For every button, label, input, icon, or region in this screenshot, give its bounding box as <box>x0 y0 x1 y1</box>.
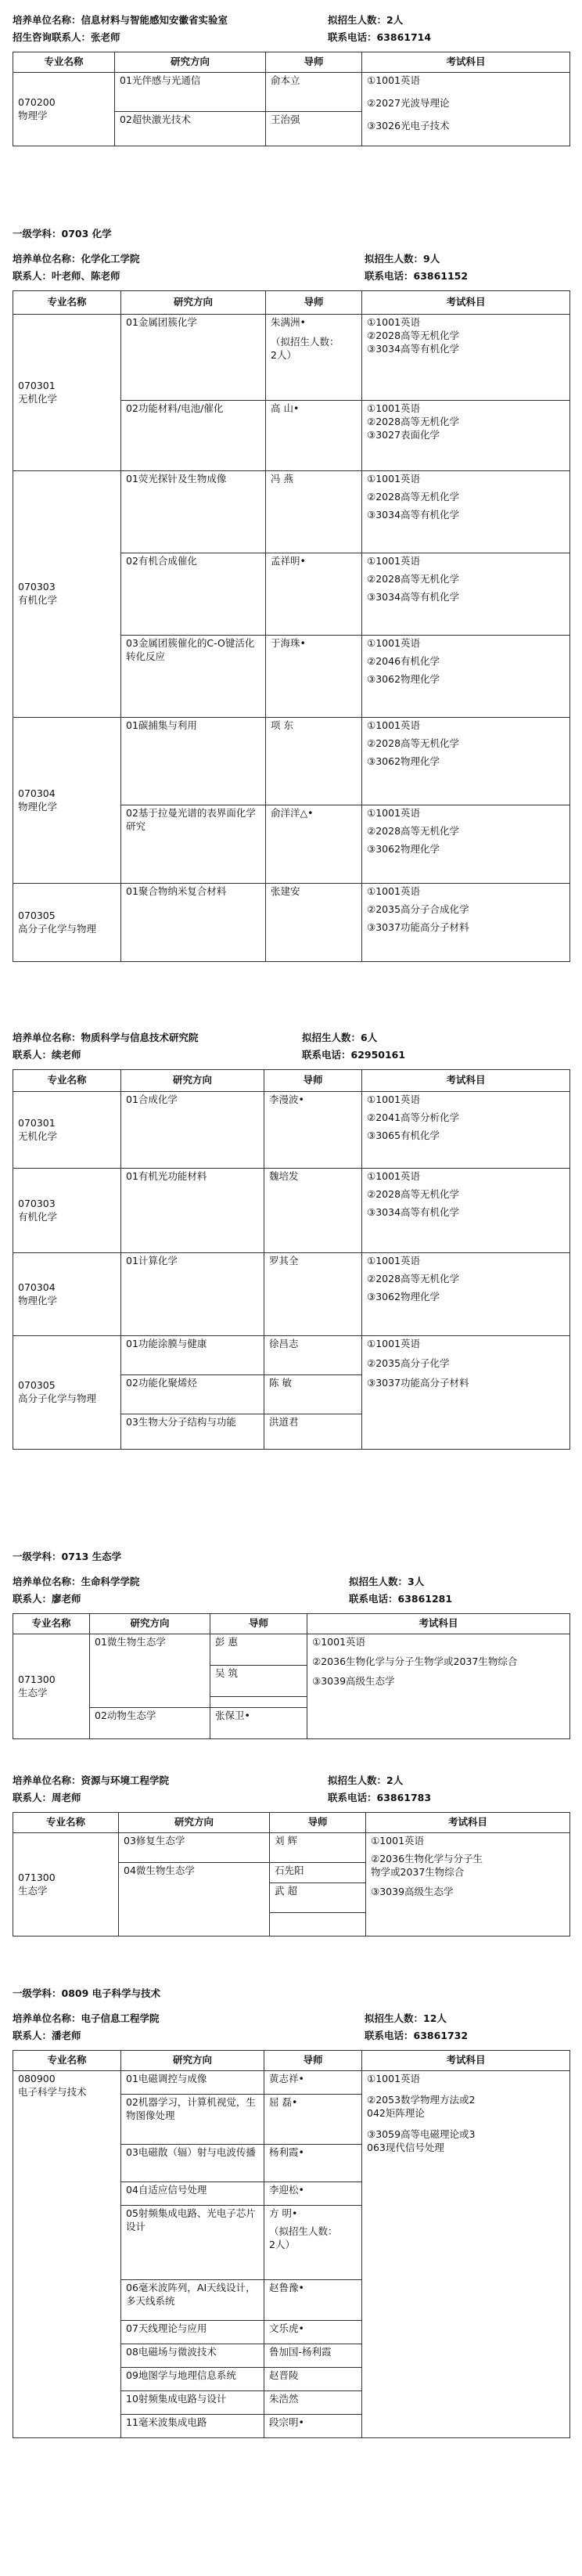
cell-line: ③3039高级生态学 <box>312 1674 395 1687</box>
table-cell: 石先阳 <box>270 1863 366 1883</box>
cell-line: ③3027表面化学 <box>367 428 440 441</box>
cell-line: 070301 <box>18 1116 56 1129</box>
phone: 联系电话：63861783 <box>328 1792 432 1803</box>
cell-line: 070304 <box>18 1281 56 1293</box>
table-cell: 01有机光功能材料 <box>121 1169 264 1253</box>
quota: 拟招生人数：2人 <box>328 14 404 26</box>
col-direction: 研究方向 <box>115 52 266 73</box>
unit-name: 培养单位名称：电子信息工程学院 <box>13 2012 160 2024</box>
table-cell: 俞洋洋△• <box>266 805 362 884</box>
table-cell: 朱浩然 <box>264 2391 362 2415</box>
exam-cell <box>362 73 570 146</box>
table-cell: 陈 敏 <box>264 1375 362 1414</box>
unit-name: 培养单位名称：化学化工学院 <box>13 253 140 265</box>
table-cell: 11毫米波集成电路 <box>121 2415 264 2438</box>
table-cell <box>366 1833 570 1937</box>
table-cell: 杨利霞• <box>264 2145 362 2182</box>
cell-line: ③3034高等有机化学 <box>367 342 460 355</box>
cell-line: ①1001英语 <box>367 807 421 819</box>
cell-line: 080900 <box>18 2073 56 2084</box>
table-cell <box>362 636 570 718</box>
table-cell <box>266 315 362 401</box>
table-cell <box>362 884 570 962</box>
table-cell: 08电磁场与微波技术 <box>121 2344 264 2368</box>
table-cell: 赵鲁豫• <box>264 2280 362 2321</box>
program-table <box>13 2050 570 2438</box>
table-cell: 02功能材料/电池/催化 <box>121 401 266 471</box>
table-cell: 张建安 <box>266 884 362 962</box>
column-header: 研究方向 <box>121 1070 264 1092</box>
cell-line: 物理化学 <box>18 1294 58 1306</box>
column-header: 考试科目 <box>362 1070 570 1092</box>
table-cell: 李迎松• <box>264 2182 362 2206</box>
table-cell: 03修复生态学 <box>119 1833 270 1863</box>
cell-line: 070303 <box>18 581 56 593</box>
column-header: 导师 <box>266 291 362 315</box>
table-row <box>13 718 570 805</box>
table-cell: 冯 燕 <box>266 471 362 553</box>
contact: 联系人：周老师 <box>13 1792 81 1803</box>
cell-line: 朱满洲• <box>271 316 306 328</box>
table-cell: 01计算化学 <box>121 1253 264 1336</box>
cell-line: ①1001英语 <box>367 1170 421 1182</box>
section-5 <box>0 1767 582 1987</box>
cell-line: 070301 <box>18 379 56 391</box>
table-cell: 鲁加国-杨利霞 <box>264 2344 362 2368</box>
cell-line: 2人） <box>269 2238 295 2250</box>
cell-line: 2人） <box>271 348 296 361</box>
table-cell: 04自适应信号处理 <box>121 2182 264 2206</box>
cell-line: 生态学 <box>18 1884 48 1897</box>
column-header: 专业名称 <box>13 2051 121 2071</box>
table-cell: 02基于拉曼光谱的表界面化学研究 <box>121 805 266 884</box>
table-cell: 赵晋陵 <box>264 2368 362 2391</box>
cell-line: ②2027光波导理论 <box>367 96 450 109</box>
column-header: 专业名称 <box>13 1813 119 1833</box>
table-cell: 孟祥明• <box>266 553 362 636</box>
direction-cell: 02超快激光技术 <box>115 112 266 146</box>
table-cell <box>362 401 570 471</box>
unit-name: 培养单位名称：信息材料与智能感知安徽省实验室 <box>13 14 228 26</box>
cell-line: ②2053数学物理方法或2 <box>367 2093 476 2106</box>
cell-line: 方 明• <box>269 2207 298 2219</box>
table-cell <box>264 2206 362 2280</box>
contact: 联系人：潘老师 <box>13 2030 81 2041</box>
column-header: 考试科目 <box>307 1614 570 1634</box>
cell-line: ③3062物理化学 <box>367 842 440 855</box>
quota: 拟招生人数：9人 <box>365 253 440 265</box>
section-4 <box>0 1533 582 1767</box>
table-cell: 洪道君 <box>264 1414 362 1450</box>
col-major: 专业名称 <box>13 52 115 73</box>
table-row <box>13 471 570 553</box>
table-cell: 罗其全 <box>264 1253 362 1336</box>
discipline-title: 一级学科：0809 电子科学与技术 <box>13 1987 161 1999</box>
table-cell <box>13 1169 121 1253</box>
major-cell <box>13 73 115 146</box>
cell-line: （拟招生人数： <box>269 2225 338 2237</box>
phone: 联系电话：63861714 <box>328 31 432 43</box>
table-cell <box>362 718 570 805</box>
phone: 联系电话：63861152 <box>365 270 469 282</box>
table-cell <box>13 2071 121 2438</box>
table-row <box>13 1070 570 1092</box>
table-cell <box>13 1336 121 1450</box>
cell-line: 071300 <box>18 1871 56 1883</box>
cell-line: ①1001英语 <box>371 1835 425 1846</box>
cell-line: ①1001英语 <box>367 637 421 649</box>
table-cell <box>13 1092 121 1169</box>
table-row <box>13 73 570 112</box>
table-cell: 项 东 <box>266 718 362 805</box>
table-row <box>13 315 570 401</box>
cell-line: ①1001英语 <box>367 719 421 731</box>
cell-line: ①1001英语 <box>367 2073 421 2084</box>
table-cell: 09地图学与地理信息系统 <box>121 2368 264 2391</box>
table-cell <box>362 315 570 401</box>
cell-line: ③3034高等有机化学 <box>367 590 460 603</box>
cell-line: 070304 <box>18 787 56 799</box>
cell-line: 电子科学与技术 <box>18 2085 87 2098</box>
cell-line: ③3034高等有机化学 <box>367 1205 460 1218</box>
table-cell: 01功能涂膜与健康 <box>121 1336 264 1375</box>
table-cell <box>270 1913 366 1937</box>
table-row <box>13 1833 570 1863</box>
table-cell <box>362 553 570 636</box>
cell-line: ②2028高等无机化学 <box>367 415 460 427</box>
table-cell <box>13 718 121 884</box>
cell-line: 070303 <box>18 1197 56 1209</box>
cell-line: 物理学 <box>18 109 48 121</box>
table-cell: 03电磁散（辐）射与电波传播 <box>121 2145 264 2182</box>
table-cell: 06毫米波阵列，AI天线设计，多天线系统 <box>121 2280 264 2321</box>
cell-line: 高分子化学与物理 <box>18 1392 97 1404</box>
table-cell: 02动物生态学 <box>90 1708 210 1739</box>
column-header: 考试科目 <box>362 2051 570 2071</box>
column-header: 研究方向 <box>90 1614 210 1634</box>
table-cell <box>13 1634 90 1739</box>
cell-line: ③3065有机化学 <box>367 1129 440 1141</box>
cell-line: 物理化学 <box>18 800 58 812</box>
table-cell: 武 超 <box>270 1883 366 1913</box>
unit-name: 培养单位名称：资源与环境工程学院 <box>13 1774 170 1786</box>
table-cell: 10射频集成电路与设计 <box>121 2391 264 2415</box>
column-header: 研究方向 <box>121 2051 264 2071</box>
cell-line: ②2028高等无机化学 <box>367 572 460 585</box>
program-table <box>13 290 570 962</box>
cell-line: 高分子化学与物理 <box>18 922 97 935</box>
table-cell <box>210 1697 307 1708</box>
table-cell: 张保卫• <box>210 1708 307 1739</box>
table-cell: 01碳捕集与利用 <box>121 718 266 805</box>
program-table <box>13 1812 570 1937</box>
cell-line: ①1001英语 <box>367 316 421 328</box>
table-cell: 02功能化聚烯烃 <box>121 1375 264 1414</box>
table-cell <box>13 471 121 718</box>
table-row <box>13 1634 570 1666</box>
table-cell: 04微生物生态学 <box>119 1863 270 1937</box>
column-header: 专业名称 <box>13 1614 90 1634</box>
table-cell: 03生物大分子结构与功能 <box>121 1414 264 1450</box>
cell-line: ①1001英语 <box>367 74 421 86</box>
table-cell <box>307 1634 570 1739</box>
column-header: 研究方向 <box>121 291 266 315</box>
table-cell <box>362 1092 570 1169</box>
cell-line: ③3062物理化学 <box>367 755 440 767</box>
cell-line: ③3062物理化学 <box>367 1290 440 1302</box>
quota: 拟招生人数：3人 <box>349 1576 425 1587</box>
contact: 联系人：续老师 <box>13 1049 81 1061</box>
cell-line: ①1001英语 <box>367 555 421 567</box>
table-cell: 05射频集成电路、光电子芯片设计 <box>121 2206 264 2280</box>
table-cell: 段宗明• <box>264 2415 362 2438</box>
column-header: 导师 <box>270 1813 366 1833</box>
table-cell <box>13 1833 119 1937</box>
cell-line: ②2028高等无机化学 <box>367 1272 460 1284</box>
table-row <box>13 2051 570 2071</box>
table-row <box>13 1336 570 1375</box>
cell-line: ③3026光电子技术 <box>367 119 450 132</box>
table-cell <box>362 471 570 553</box>
cell-line: ②2028高等无机化学 <box>367 490 460 503</box>
section-3 <box>0 1007 582 1533</box>
table-cell: 01金属团簇化学 <box>121 315 266 401</box>
cell-line: ②2036生物化学与分子生 <box>371 1852 483 1864</box>
table-cell: 刘 辉 <box>270 1833 366 1863</box>
section-contact-row <box>13 31 569 49</box>
cell-line: ①1001英语 <box>367 1093 421 1105</box>
table-cell: 屈 磊• <box>264 2095 362 2145</box>
cell-line: ②2035高分子合成化学 <box>367 903 469 915</box>
column-header: 导师 <box>210 1614 307 1634</box>
section-header <box>13 14 569 31</box>
contact: 联系人：叶老师、陈老师 <box>13 270 120 282</box>
quota: 拟招生人数：6人 <box>302 1032 378 1043</box>
program-table <box>13 1069 570 1450</box>
cell-line: ①1001英语 <box>367 1255 421 1266</box>
table-row <box>13 884 570 962</box>
table-cell: 于海珠• <box>266 636 362 718</box>
cell-line: ②2028高等无机化学 <box>367 329 460 341</box>
contact: 联系人：廖老师 <box>13 1593 81 1605</box>
cell-line: ①1001英语 <box>367 473 421 485</box>
table-cell: 07天线理论与应用 <box>121 2321 264 2344</box>
table-cell: 01荧光探针及生物成像 <box>121 471 266 553</box>
table-cell: 文乐虎• <box>264 2321 362 2344</box>
table-row <box>13 52 570 73</box>
table-cell: 01微生物生态学 <box>90 1634 210 1708</box>
table-cell: 01电磁调控与成像 <box>121 2071 264 2095</box>
column-header: 导师 <box>264 2051 362 2071</box>
table-cell: 魏培发 <box>264 1169 362 1253</box>
cell-line: ③3059高等电磁理论或3 <box>367 2127 476 2140</box>
table-cell: 彭 惠 <box>210 1634 307 1666</box>
cell-line: ②2046有机化学 <box>367 654 440 667</box>
phone: 联系电话：63861732 <box>365 2030 469 2041</box>
cell-line: ①1001英语 <box>367 402 421 414</box>
table-row <box>13 1253 570 1336</box>
table-row <box>13 1813 570 1833</box>
table-cell <box>362 1169 570 1253</box>
cell-line: 070200 <box>18 95 56 108</box>
section-6 <box>0 1987 582 2438</box>
table-cell: 02机器学习，计算机视觉，生物图像处理 <box>121 2095 264 2145</box>
discipline-title: 一级学科：0703 化学 <box>13 228 112 240</box>
cell-line: 063现代信号处理 <box>367 2141 444 2153</box>
cell-line: ③3037功能高分子材料 <box>367 1376 469 1389</box>
cell-line: ②2028高等无机化学 <box>367 824 460 837</box>
cell-line: （拟招生人数： <box>271 335 340 348</box>
cell-line: 071300 <box>18 1673 56 1685</box>
unit-name: 培养单位名称：生命科学学院 <box>13 1576 140 1587</box>
discipline-title: 一级学科：0713 生态学 <box>13 1551 122 1562</box>
column-header: 考试科目 <box>366 1813 570 1833</box>
cell-line: ②2041高等分析化学 <box>367 1111 460 1123</box>
cell-line: 042矩阵理论 <box>367 2106 425 2119</box>
table-cell: 吴 筑 <box>210 1666 307 1697</box>
cell-line: 有机化学 <box>18 1210 58 1223</box>
cell-line: 070305 <box>18 1379 56 1392</box>
unit-name: 培养单位名称：物质科学与信息技术研究院 <box>13 1032 199 1043</box>
supervisor-cell: 俞本立 <box>266 73 362 112</box>
cell-line: ③3034高等有机化学 <box>367 508 460 521</box>
table-row <box>13 2071 570 2095</box>
cell-line: ①1001英语 <box>367 885 421 897</box>
section-1 <box>0 0 582 207</box>
quota: 拟招生人数：2人 <box>328 1774 404 1786</box>
cell-line: ②2028高等无机化学 <box>367 1187 460 1200</box>
cell-line: ②2028高等无机化学 <box>367 737 460 749</box>
cell-line: ③3062物理化学 <box>367 672 440 685</box>
phone: 联系电话：62950161 <box>302 1049 406 1061</box>
cell-line: ③3039高级生态学 <box>371 1885 454 1897</box>
table-row <box>13 1614 570 1634</box>
table-cell: 徐昌志 <box>264 1336 362 1375</box>
direction-cell: 01光伴感与光通信 <box>115 73 266 112</box>
table-cell <box>362 805 570 884</box>
table-cell: 黄志祥• <box>264 2071 362 2095</box>
table-cell <box>13 1253 121 1336</box>
cell-line: 物学或2037生物综合 <box>371 1865 465 1878</box>
column-header: 导师 <box>264 1070 362 1092</box>
column-header: 考试科目 <box>362 291 570 315</box>
table-cell: 01聚合物纳米复合材料 <box>121 884 266 962</box>
table-row <box>13 291 570 315</box>
quota: 拟招生人数：12人 <box>365 2012 447 2024</box>
col-exam: 考试科目 <box>362 52 570 73</box>
cell-line: ①1001英语 <box>367 1338 421 1349</box>
cell-line: 无机化学 <box>18 392 58 405</box>
column-header: 专业名称 <box>13 291 121 315</box>
table-cell <box>362 2071 570 2438</box>
supervisor-cell: 王治强 <box>266 112 362 146</box>
table-cell: 02有机合成催化 <box>121 553 266 636</box>
table-row <box>13 1169 570 1253</box>
cell-line: ②2035高分子化学 <box>367 1356 450 1369</box>
table-cell: 李漫波• <box>264 1092 362 1169</box>
table-cell <box>13 884 121 962</box>
cell-line: 生态学 <box>18 1686 48 1699</box>
table-cell: 高 山• <box>266 401 362 471</box>
column-header: 专业名称 <box>13 1070 121 1092</box>
major-cell <box>13 315 121 471</box>
table-cell: 03金属团簇催化的C-O键活化转化反应 <box>121 636 266 718</box>
cell-line: 有机化学 <box>18 594 58 606</box>
cell-line: ①1001英语 <box>312 1636 366 1648</box>
contact: 招生咨询联系人：张老师 <box>13 31 120 43</box>
program-table <box>13 52 570 146</box>
table-cell: 01合成化学 <box>121 1092 264 1169</box>
cell-line: ③3037功能高分子材料 <box>367 921 469 933</box>
column-header: 研究方向 <box>119 1813 270 1833</box>
section-2 <box>0 207 582 1007</box>
cell-line: 无机化学 <box>18 1129 58 1142</box>
table-cell <box>362 1253 570 1336</box>
col-supervisor: 导师 <box>266 52 362 73</box>
phone: 联系电话：63861281 <box>349 1593 453 1605</box>
table-cell <box>362 1336 570 1450</box>
table-row <box>13 1092 570 1169</box>
cell-line: ②2036生物化学与分子生物学或2037生物综合 <box>312 1655 518 1667</box>
program-table <box>13 1613 570 1739</box>
cell-line: 070305 <box>18 909 56 921</box>
